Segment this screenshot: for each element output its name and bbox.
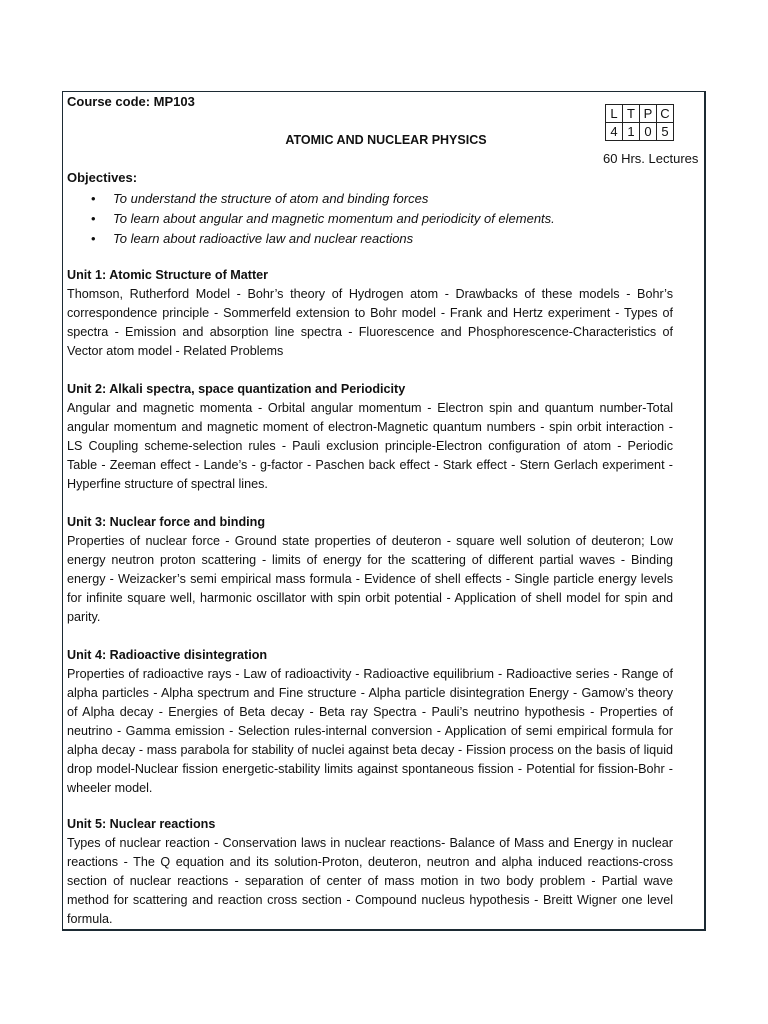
ltpc-header-l: L [606,105,623,123]
lecture-hours: 60 Hrs. Lectures [603,151,699,166]
ltpc-header-row [606,105,674,123]
bullet-icon: • [91,231,96,246]
unit-body: Properties of nuclear force - Ground state properties of deuteron - square well solution of deuteron; Low energy neutron proton scattering - limits of energy for the scattering of different partial waves - Binding energy - Weizacker’s semi empirical mass formula - Evidence of shell effects - Single particle energy levels for infinite square well, harmonic oscillator with spin orbit potential - Application of shell model for spin and parity. [67,534,673,624]
unit-body: Properties of radioactive rays - Law of radioactivity - Radioactive equilibrium - Radioactive series - Range of alpha particles - Alpha spectrum and Fine structure - Alpha particle disintegration Energy - Gamow’s theory of Alpha decay - Energies of Beta decay - Beta ray Spectra - Pauli’s neutrino hypothesis - Properties of neutrino - Gamma emission - Selection rules-internal conversion - Application of semi empirical formula for alpha decay - mass parabola for stability of nuclei against beta decay - Fission process on the basis of liquid drop model-Nuclear fission energetic-stability limits against spontaneous fission - Potential for fission-Bohr - wheeler model. [67,667,673,795]
course-code: Course code: MP103 [67,94,195,109]
unit-heading: Unit 1: Atomic Structure of Matter [67,268,269,282]
unit-body: Types of nuclear reaction - Conservation laws in nuclear reactions- Balance of Mass and Energy in nuclear reactions - The Q equation and its solution-Proton, deuteron, neutron and alpha induced reactions-cross section of nuclear reactions - separation of center of mass motion in two body problem - Partial wave method for scattering and reaction cross section - Compound nucleus hypothesis - Breitt Wigner one level formula. [67,836,673,926]
unit-4-section [67,646,673,798]
unit-body: Angular and magnetic momenta - Orbital angular momentum - Electron spin and quantum number-Total angular momentum and magnetic moment of electron-Magnetic quantum numbers - spin orbit interaction - LS Coupling scheme-selection rules - Pauli exclusion principle-Electron configuration of atom - Periodic Table - Zeeman effect - Lande’s - g-factor - Paschen back effect - Stark effect - Stern Gerlach experiment - Hyperfine structure of spectral lines. [67,401,673,491]
ltpc-value-c: 5 [657,123,674,141]
unit-5-section [67,815,673,929]
bullet-icon: • [91,191,96,206]
unit-heading: Unit 3: Nuclear force and binding [67,515,266,529]
ltpc-value-l: 4 [606,123,623,141]
objective-item [67,209,555,229]
ltpc-header-t: T [623,105,640,123]
unit-body: Thomson, Rutherford Model - Bohr’s theory of Hydrogen atom - Drawbacks of these models - Bohr’s correspondence principle - Sommerfeld extension to Bohr model - Frank and Hertz experiment - Types of spectra - Emission and absorption line spectra - Fluorescence and Phosphorescence-Characteristics of Vector atom model - Related Problems [67,287,673,358]
objective-item [67,189,555,209]
unit-heading: Unit 5: Nuclear reactions [67,817,216,831]
objective-text: To learn about radioactive law and nuclear reactions [113,231,414,246]
unit-2-section [67,380,673,494]
objective-item [67,229,555,249]
unit-1-section [67,266,673,361]
unit-heading: Unit 2: Alkali spectra, space quantization and Periodicity [67,382,406,396]
unit-heading: Unit 4: Radioactive disintegration [67,648,268,662]
bullet-icon: • [91,211,96,226]
objectives-list [67,189,555,249]
unit-3-section [67,513,673,627]
objective-text: To learn about angular and magnetic momentum and periodicity of elements. [113,211,555,226]
course-title: ATOMIC AND NUCLEAR PHYSICS [285,133,487,147]
objectives-heading: Objectives: [67,170,138,185]
objective-text: To understand the structure of atom and binding forces [113,191,429,206]
ltpc-header-p: P [640,105,657,123]
ltpc-header-c: C [657,105,674,123]
ltpc-value-p: 0 [640,123,657,141]
ltpc-value-t: 1 [623,123,640,141]
